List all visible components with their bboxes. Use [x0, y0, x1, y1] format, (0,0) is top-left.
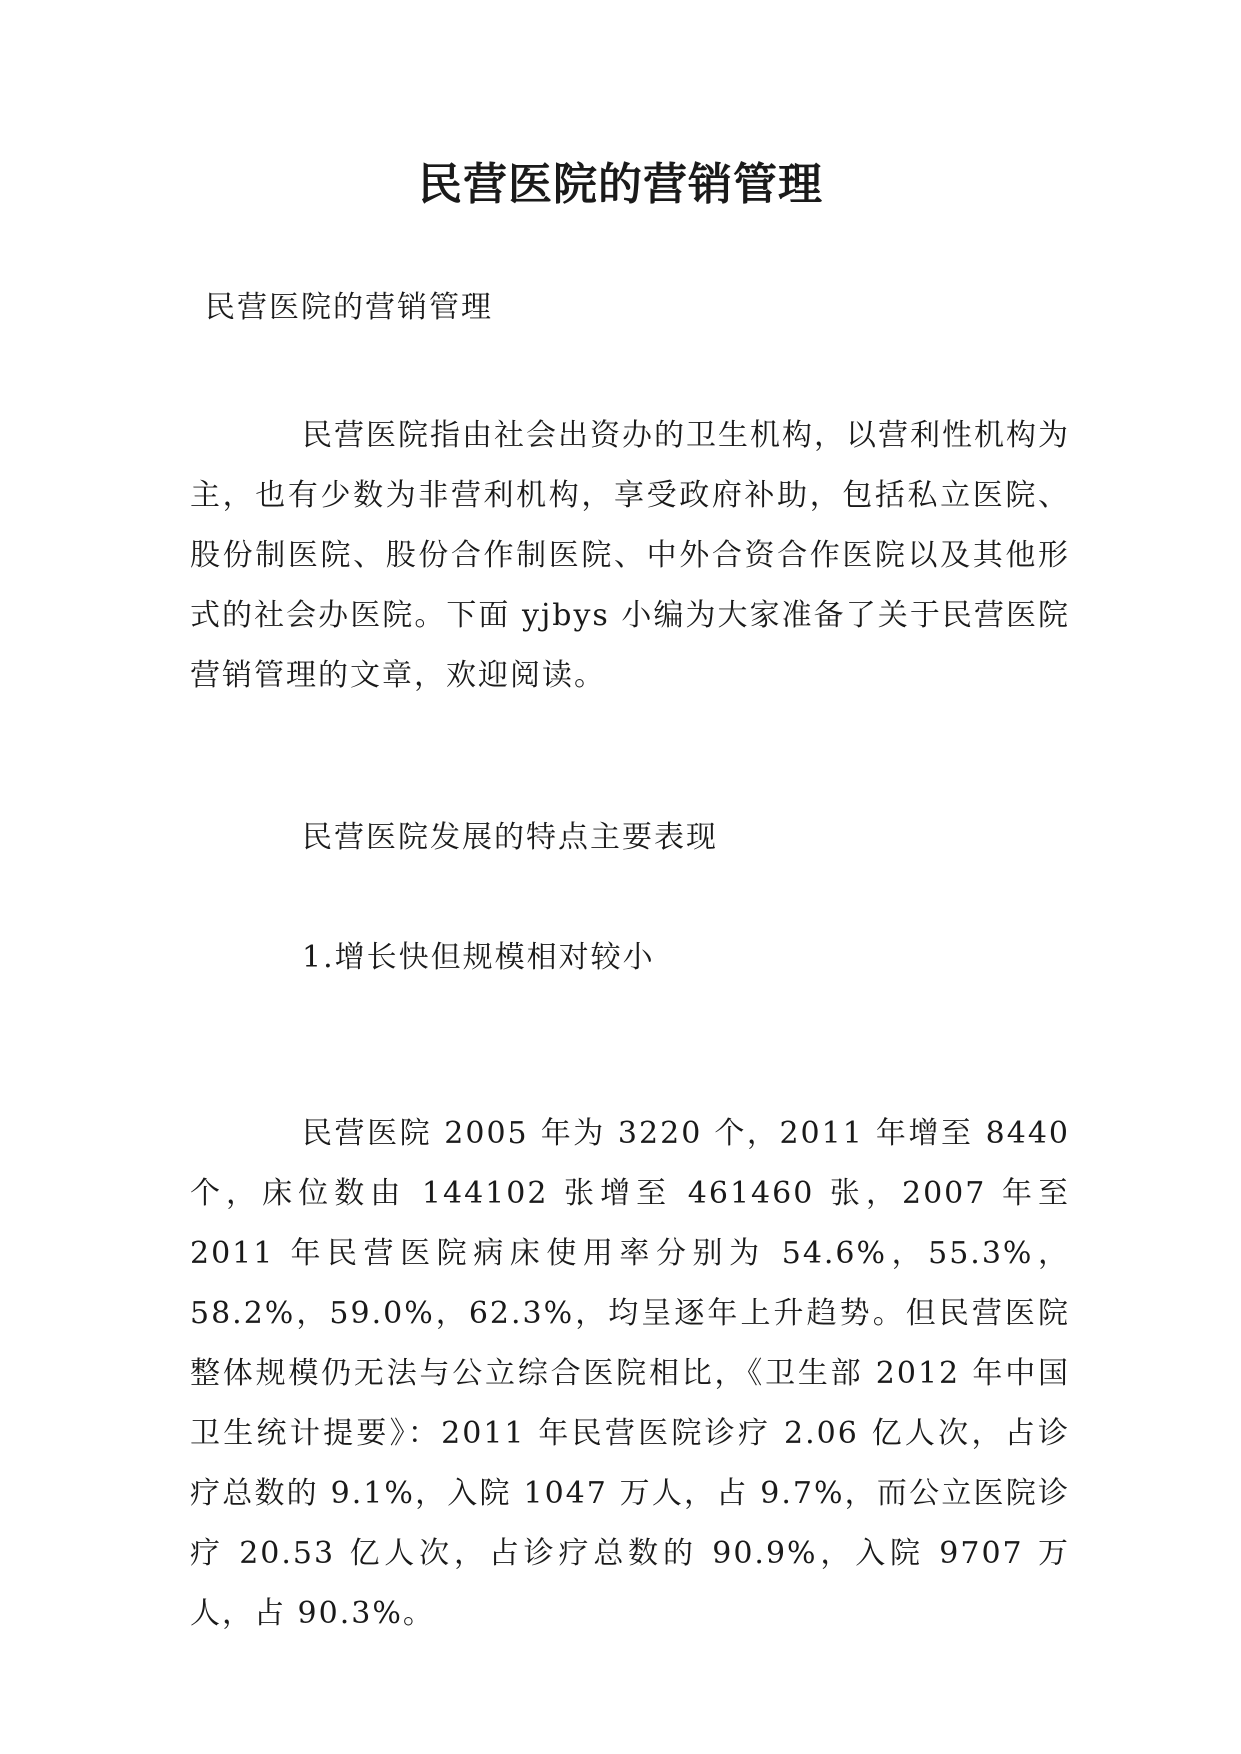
statistics-paragraph: 民营医院 2005 年为 3220 个，2011 年增至 8440 个，床位数由 144102 张增至 461460 张，2007 年至 2011 年民营医院病床使用率分别为 54.6%，55.3%，58.2%，59.0%，62.3%，均呈逐年上升趋势。但民营医院整体规模仍无法与公立综合医院相比，《卫生部 2012 年中国卫生统计提要》：2011 年民营医院诊疗 2.06 亿人次，占诊疗总数的 9.1%，入院 1047 万人，占 9.7%，而公立医院诊疗 20.53 亿人次，占诊疗总数的 90.9%，入院 9707 万人，占 90.3%。 — [190, 1116, 1070, 1631]
section-heading: 民营医院发展的特点主要表现 — [302, 820, 718, 855]
document-title: 民营医院的营销管理 — [418, 159, 823, 210]
subsection-heading: 1.增长快但规模相对较小 — [302, 940, 655, 975]
intro-paragraph: 民营医院指由社会出资办的卫生机构，以营利性机构为主，也有少数为非营利机构，享受政府补助，包括私立医院、股份制医院、股份合作制医院、中外合资合作医院以及其他形式的社会办医院。下面 yjbys 小编为大家准备了关于民营医院营销管理的文章，欢迎阅读。 — [190, 418, 1070, 693]
document-subtitle: 民营医院的营销管理 — [205, 290, 493, 325]
